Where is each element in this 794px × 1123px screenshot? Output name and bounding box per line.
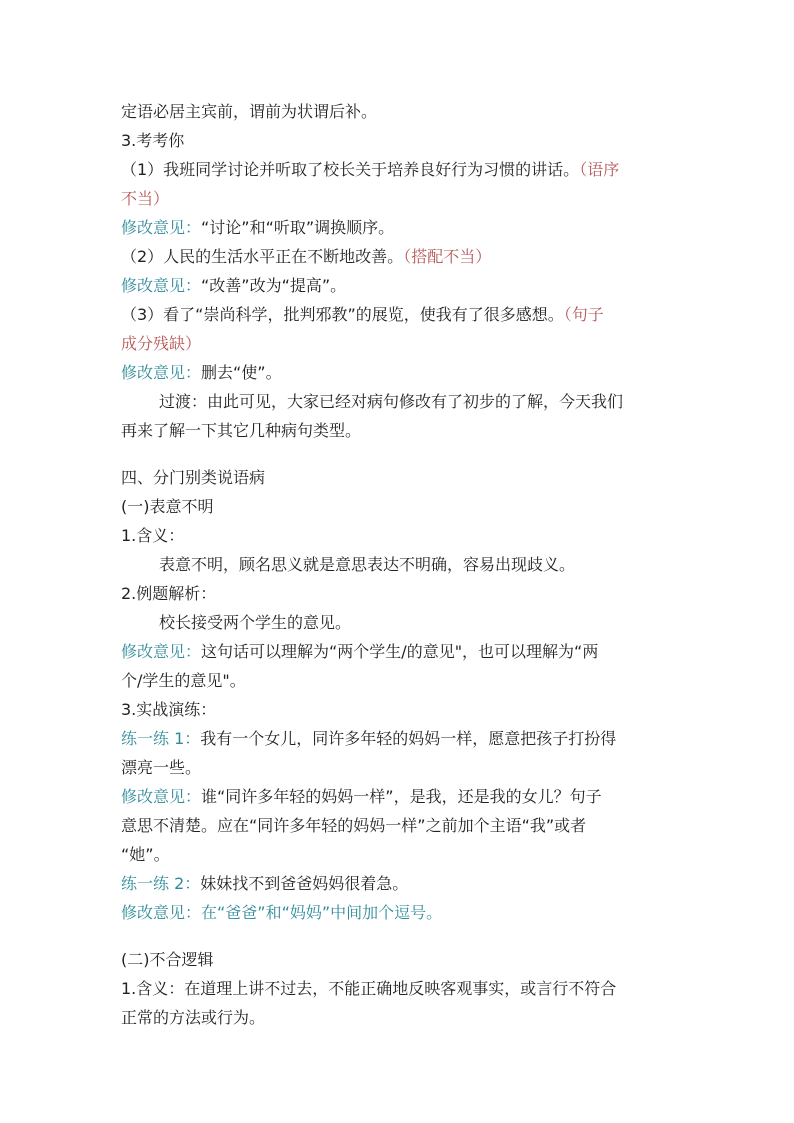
revision-note-3 bbox=[121, 358, 677, 387]
revision-label: 修改意见： bbox=[121, 276, 202, 295]
practice-revision-2: 修改意见：在“爸爸”和“妈妈”中间加个逗号。 bbox=[121, 903, 443, 922]
practice-item-text: 妹妹找不到爸爸妈妈很着急。 bbox=[200, 874, 409, 893]
definition-line: 1.含义：在道理上讲不过去，不能正确地反映客观事实，或言行不符合 bbox=[121, 979, 617, 998]
practice-item-label: 练一练 1： bbox=[121, 729, 201, 748]
revision-text: 谁“同许多年轻的妈妈一样”，是我，还是我的女儿？句子 bbox=[201, 787, 602, 806]
practice-item-1 bbox=[121, 724, 677, 753]
quiz-item-2-type: （搭配不当） bbox=[403, 247, 492, 266]
document-body bbox=[121, 97, 677, 1032]
transition-paragraph-cont: 再来了解一下其它几种病句类型。 bbox=[121, 421, 362, 440]
subsection-heading-2: (二)不合逻辑 bbox=[121, 950, 214, 969]
quiz-item-2-text: （2）人民的生活水平正在不断地改善。 bbox=[121, 247, 404, 266]
revision-text: 删去“使”。 bbox=[201, 363, 282, 382]
practice-revision-1-cont2: “她”。 bbox=[121, 845, 170, 864]
definition-line-cont: 正常的方法或行为。 bbox=[121, 1008, 266, 1027]
practice-revision-1 bbox=[121, 782, 677, 811]
quiz-item-3-type: （句子 bbox=[563, 305, 604, 324]
revision-text: “讨论”和“听取”调换顺序。 bbox=[201, 218, 395, 237]
revision-label: 修改意见： bbox=[121, 363, 202, 382]
revision-text: 这句话可以理解为“两个学生/的意见"，也可以理解为“两 bbox=[201, 642, 599, 661]
quiz-item-1-text: （1）我班同学讨论并听取了校长关于培养良好行为习惯的讲话。 bbox=[121, 160, 580, 179]
practice-item-1-cont: 漂亮一些。 bbox=[121, 758, 202, 777]
spacer bbox=[121, 445, 677, 463]
practice-item-text: 我有一个女儿，同许多年轻的妈妈一样，愿意把孩子打扮得 bbox=[200, 729, 617, 748]
example-sentence: 校长接受两个学生的意见。 bbox=[159, 613, 352, 632]
subsection-heading-1: (一)表意不明 bbox=[121, 497, 214, 516]
quiz-item-3-type-cont: 成分残缺） bbox=[121, 334, 202, 353]
revision-note-2 bbox=[121, 271, 677, 300]
practice-revision-1-cont: 意思不清楚。应在“同许多年轻的妈妈一样”之前加个主语“我”或者 bbox=[121, 816, 587, 835]
definition-label: 1.含义： bbox=[121, 526, 185, 545]
practice-item-label: 练一练 2： bbox=[121, 874, 201, 893]
revision-note-1 bbox=[121, 213, 677, 242]
example-revision-cont: 个/学生的意见"。 bbox=[121, 671, 246, 690]
revision-text: “改善”改为“提高”。 bbox=[201, 276, 347, 295]
transition-paragraph: 过渡：由此可见，大家已经对病句修改有了初步的了解，今天我们 bbox=[159, 392, 624, 411]
revision-label: 修改意见： bbox=[121, 218, 202, 237]
mnemonic-line: 定语必居主宾前，谓前为状谓后补。 bbox=[121, 102, 378, 121]
revision-label: 修改意见： bbox=[121, 642, 202, 661]
quiz-item-1-type: （语序 bbox=[579, 160, 620, 179]
section-heading-quiz: 3.考考你 bbox=[121, 131, 185, 150]
quiz-item-1 bbox=[121, 155, 677, 184]
section-heading-4: 四、分门别类说语病 bbox=[121, 468, 266, 487]
example-label: 2.例题解析： bbox=[121, 584, 217, 603]
quiz-item-3-text: （3）看了“崇尚科学，批判邪教”的展览，使我有了很多感想。 bbox=[121, 305, 564, 324]
example-revision bbox=[121, 637, 677, 666]
quiz-item-2 bbox=[121, 242, 677, 271]
quiz-item-1-type-cont: 不当） bbox=[121, 189, 170, 208]
revision-label: 修改意见： bbox=[121, 787, 202, 806]
definition-text: 表意不明，顾名思义就是意思表达不明确，容易出现歧义。 bbox=[159, 555, 576, 574]
quiz-item-3 bbox=[121, 300, 677, 329]
practice-label: 3.实战演练： bbox=[121, 700, 217, 719]
practice-item-2 bbox=[121, 869, 677, 898]
spacer bbox=[121, 927, 677, 945]
